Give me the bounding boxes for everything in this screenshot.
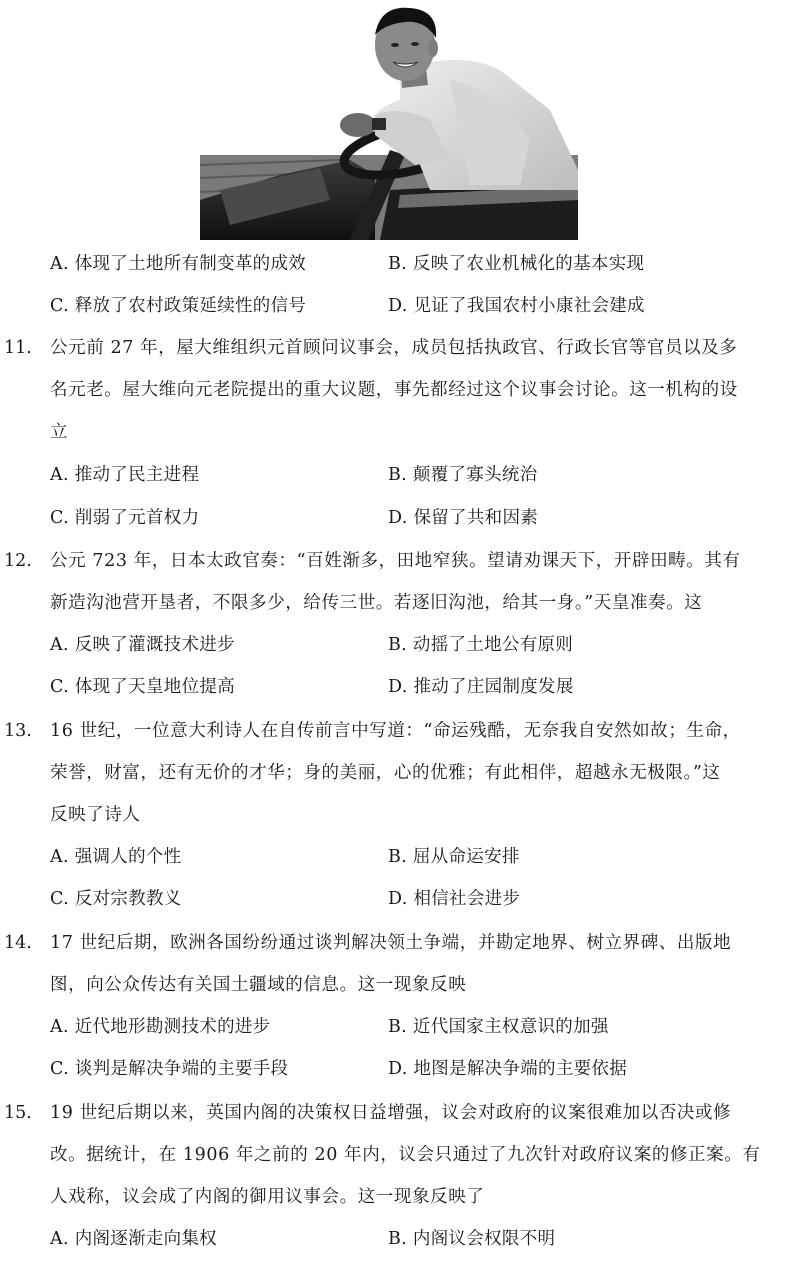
- q14-number: 14.: [4, 933, 32, 953]
- q15-option-a[interactable]: A. 内阁逐渐走向集权: [50, 1229, 218, 1249]
- q15-options-row-1: [0, 1224, 791, 1254]
- q13-option-a[interactable]: A. 强调人的个性: [50, 847, 182, 867]
- q11-option-c[interactable]: C. 削弱了元首权力: [50, 508, 200, 528]
- q10-options-row-2: [0, 291, 791, 321]
- q14-option-b[interactable]: B. 近代国家主权意识的加强: [388, 1017, 609, 1037]
- q11-line-1: 公元前 27 年，屋大维组织元首顾问议事会，成员包括执政官、行政长官等官员以及多: [50, 338, 738, 358]
- q14-line-1: 17 世纪后期，欧洲各国纷纷通过谈判解决领土争端，并勘定地界、树立界碑、出版地: [50, 933, 732, 953]
- q11-options-row-1: [0, 460, 791, 490]
- q15-number: 15.: [4, 1103, 32, 1123]
- q14-options-row-1: [0, 1012, 791, 1042]
- q13-options-row-1: [0, 842, 791, 872]
- q12-options-row-2: [0, 672, 791, 702]
- q12-options-row-1: [0, 630, 791, 660]
- q10-option-b[interactable]: B. 反映了农业机械化的基本实现: [388, 254, 645, 274]
- q13-option-d[interactable]: D. 相信社会进步: [388, 889, 521, 909]
- q15-line-1: 19 世纪后期以来，英国内阁的决策权日益增强，议会对政府的议案很难加以否决或修: [50, 1103, 732, 1123]
- q11-option-a[interactable]: A. 推动了民主进程: [50, 465, 200, 485]
- q11-options-row-2: [0, 503, 791, 533]
- q12-line-1: 公元 723 年，日本太政官奏：“百姓渐多，田地窄狭。望请劝课天下，开辟田畴。其有: [50, 551, 741, 571]
- q15-line-3: 人戏称，议会成了内阁的御用议事会。这一现象反映了: [50, 1187, 485, 1207]
- q13-line-1: 16 世纪，一位意大利诗人在自传前言中写道：“命运残酷，无奈我自安然如故；生命，: [50, 721, 741, 741]
- q14-option-d[interactable]: D. 地图是解决争端的主要依据: [388, 1059, 628, 1079]
- q11-number: 11.: [4, 338, 32, 358]
- q14-option-c[interactable]: C. 谈判是解决争端的主要手段: [50, 1059, 289, 1079]
- q13-line-2: 荣誉，财富，还有无价的才华；身的美丽，心的优雅；有此相伴，超越永无极限。”这: [50, 763, 721, 783]
- q10-option-d[interactable]: D. 见证了我国农村小康社会建成: [388, 296, 645, 316]
- q14-line-2: 图，向公众传达有关国土疆域的信息。这一现象反映: [50, 975, 467, 995]
- q11-line-3: 立: [50, 422, 69, 442]
- q10-options-row-1: [0, 249, 791, 279]
- q13-number: 13.: [4, 721, 32, 741]
- q13-options-row-2: [0, 884, 791, 914]
- q12-option-a[interactable]: A. 反映了灌溉技术进步: [50, 635, 235, 655]
- q11-option-b[interactable]: B. 颠覆了寡头统治: [388, 465, 538, 485]
- q12-line-2: 新造沟池营开垦者，不限多少，给传三世。若逐旧沟池，给其一身。”天皇准奏。这: [50, 593, 703, 613]
- q13-line-3: 反映了诗人: [50, 805, 141, 825]
- q13-option-c[interactable]: C. 反对宗教教义: [50, 889, 182, 909]
- q13-option-b[interactable]: B. 屈从命运安排: [388, 847, 520, 867]
- q12-number: 12.: [4, 551, 32, 571]
- q14-options-row-2: [0, 1054, 791, 1084]
- q10-option-a[interactable]: A. 体现了土地所有制变革的成效: [50, 254, 307, 274]
- q15-option-b[interactable]: B. 内阁议会权限不明: [388, 1229, 556, 1249]
- q14-option-a[interactable]: A. 近代地形勘测技术的进步: [50, 1017, 271, 1037]
- q12-option-b[interactable]: B. 动摇了土地公有原则: [388, 635, 574, 655]
- q11-option-d[interactable]: D. 保留了共和因素: [388, 508, 539, 528]
- q12-option-c[interactable]: C. 体现了天皇地位提高: [50, 677, 236, 697]
- tractor-driver-photo: [200, 0, 578, 240]
- q10-option-c[interactable]: C. 释放了农村政策延续性的信号: [50, 296, 307, 316]
- q15-line-2: 改。据统计，在 1906 年之前的 20 年内，议会只通过了九次针对政府议案的修正案。有: [50, 1145, 761, 1165]
- q11-line-2: 名元老。屋大维向元老院提出的重大议题，事先都经过这个议事会讨论。这一机构的设: [50, 380, 738, 400]
- q12-option-d[interactable]: D. 推动了庄园制度发展: [388, 677, 574, 697]
